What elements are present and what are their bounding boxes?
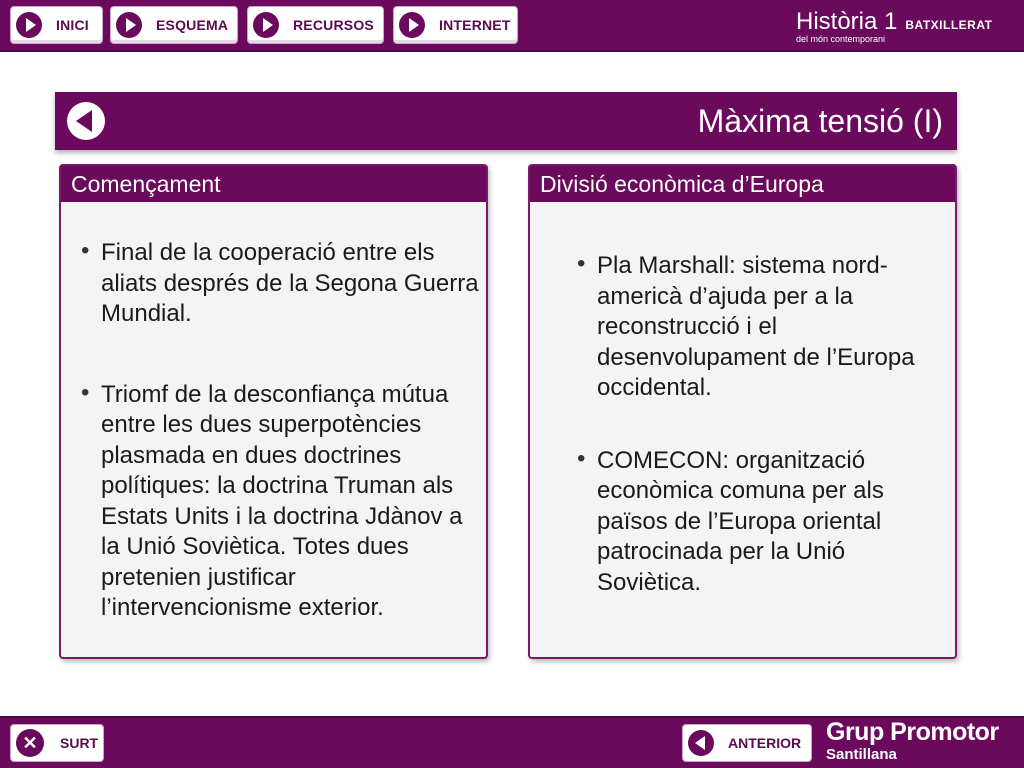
- close-icon: ✕: [16, 729, 44, 757]
- exit-button[interactable]: [10, 724, 104, 762]
- slide-title-bar: [55, 92, 957, 150]
- brand-logo: [796, 8, 993, 44]
- nav-esquema-label: ESQUEMA: [156, 17, 229, 33]
- panel-heading: Divisió econòmica d’Europa: [530, 166, 955, 202]
- play-icon: [399, 12, 425, 38]
- panel-comencament: [59, 164, 488, 659]
- brand-level: BATXILLERAT: [905, 18, 993, 32]
- nav-inici-label: INICI: [56, 17, 89, 33]
- brand-title: Història 1: [796, 8, 898, 35]
- list-item: • Final de la cooperació entre els aliats després de la Segona Guerra Mundial.: [79, 238, 479, 330]
- play-icon: [116, 12, 142, 38]
- nav-internet-label: INTERNET: [439, 17, 511, 33]
- nav-recursos-label: RECURSOS: [293, 17, 374, 33]
- bottom-navigation-bar: [0, 716, 1024, 768]
- nav-recursos-button[interactable]: [247, 6, 384, 44]
- brand-subtitle: del món contemporani: [796, 34, 886, 44]
- publisher-name: Grup Promotor: [826, 718, 999, 746]
- page-title: Màxima tensió (I): [697, 103, 943, 139]
- top-navigation-bar: [0, 0, 1024, 52]
- panel-heading: Començament: [61, 166, 486, 202]
- back-arrow-icon: [688, 730, 714, 756]
- nav-internet-button[interactable]: [393, 6, 518, 44]
- play-icon: [16, 12, 42, 38]
- nav-esquema-button[interactable]: [110, 6, 238, 44]
- play-icon: [253, 12, 279, 38]
- bullet-list: [79, 238, 479, 624]
- list-item: • Triomf de la desconfiança mútua entre les dues superpotències plasmada en dues doctrines polítiques: la doctrina Truman als Estats Units i la doctrina Jdànov a la Unió Soviètica. Totes dues pretenien justificar l’intervencionisme exterior.: [79, 380, 479, 624]
- publisher-subname: Santillana: [826, 746, 897, 763]
- back-arrow-icon[interactable]: [67, 102, 105, 140]
- list-item: • COMECON: organització econòmica comuna per als països de l’Europa oriental patrocinada per la Unió Soviètica.: [575, 446, 945, 599]
- bullet-list: [575, 251, 945, 598]
- panel-divisio-economica: [528, 164, 957, 659]
- publisher-logo: [826, 718, 999, 764]
- exit-label: SURT: [60, 735, 99, 751]
- previous-label: ANTERIOR: [728, 735, 802, 751]
- nav-inici-button[interactable]: [10, 6, 103, 44]
- previous-button[interactable]: [682, 724, 812, 762]
- list-item: • Pla Marshall: sistema nord-americà d’ajuda per a la reconstrucció i el desenvolupament de l’Europa occidental.: [575, 251, 945, 404]
